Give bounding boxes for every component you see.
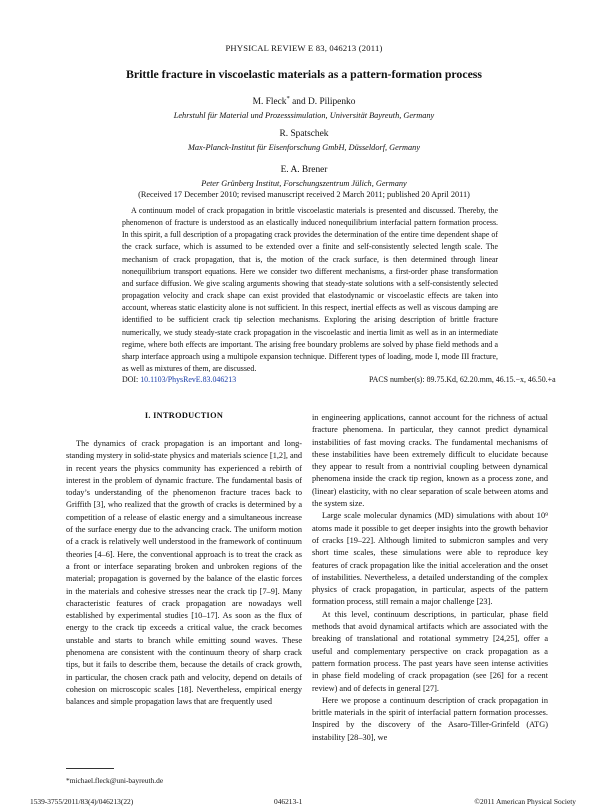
body-paragraph: in engineering applications, cannot account for the richness of actual fracture phenomena. In particular, they cannot predict dynamical instabilities of fast moving cracks. The fundamental mechanisms of these instabilities have been extremely difficult to elucidate because they appear to result from a nontrivial coupling between dynamical phenomena inside the crack tip region, known as a process zone, and (linear) elasticity, with no clear separation of scale between atoms and the system size. (312, 413, 548, 509)
abstract: A continuum model of crack propagation in brittle viscoelastic materials is presented and discussed. Thereby, the phenomenon of fracture is understood as an elastically induced nonequilibrium interfacial pattern formation process. In this spirit, a full description of a propagating crack provides the determination of the entire time dependent shape of the crack surface, which is assumed to be extended over a finite and self-consistently selected length scale. The mechanism of crack propagation, that is, the motion of the crack surface, is then determined through linear nonequilibrium transport equations. Here we consider two different mechanisms, a first-order phase transformation and surface diffusion. We give scaling arguments showing that steady-state solutions with a self-consistently selected propagation velocity and crack shape can exist provided that elastodynamic or viscoelastic effects are taken into account, whereas static elasticity alone is not sufficient. In this respect, inertial effects as well as viscous damping are identified to be sufficient crack tip selection mechanisms. Exploring the arising description of brittle fracture numerically, we study steady-state crack propagation in the viscoelastic and inertia limit as well as in an intermediate regime, where both effects are important. The arising free boundary problems are solved by phase field methods and a sharp interface approach using a multipole expansion technique. Different types of loading, mode I, mode III fracture, as well as mixtures of them, are discussed. (122, 206, 498, 374)
body-paragraph: The dynamics of crack propagation is an important and long-standing mystery in solid-state physics and materials science [1,2], and in recent years the physics community has experienced a rebirth of interest in the problem of dynamic fracture. The fundamental basis of today’s understanding of the phenomenon fracture traces back to Griffith [3], who realized that the growth of cracks is determined by a competition of a release of elastic energy and a simultaneous increase of the surface energy due to the advancing crack. The uniform motion of a crack is relatively well understood in the framework of continuum theories [4–6]. Here, the conventional approach is to treat the crack as a front or interface separating broken and unbroken regions of the material; propagation is governed by the balance of the elastic forces in the materials and cohesive stresses near the crack tip [7–9]. Many characteristic features of crack propagation are nowadays well established by experimental studies [10–17]. As soon as the flux of energy to the crack tip exceeds a critical value, the crack becomes unstable and starts to branch while emitting sound waves. These phenomena are consistent with the continuum theory of sharp crack tips, but it fails to describe them, because the details of crack growth, in particular, the chosen crack path and velocity, depend on details of cohesion on microscopic scales [18]. Nevertheless, empirical energy balances and simple propagation laws that are frequently used (66, 439, 302, 707)
author-names: M. Fleck (252, 97, 287, 107)
affiliation-1: Lehrstuhl für Material und Prozesssimulation, Universität Bayreuth, Germany (173, 111, 435, 120)
body-paragraph: At this level, continuum descriptions, in particular, phase field methods that avoid dynamical artifacts which are associated with the breaking of translational and rotational symmetry [24,25], offer a useful and complementary perspective on crack propagation as a pattern formation process. The past years have seen intense activities in phase field modeling of crack propagation (see [26] for a recent review) and of defects in general [27]. (312, 609, 548, 693)
doi-label: DOI: (122, 375, 139, 384)
section-heading: I. INTRODUCTION (144, 411, 224, 420)
body-paragraph: Here we propose a continuum description of crack propagation in brittle materials in the spirit of interfacial pattern formation processes. Inspired by the discovery of the Asaro-Tiller-Grinfeld (ATG) instability [28–30], we (312, 695, 548, 742)
affiliation-2: Max-Planck-Institut für Eisenforschung GmbH, Düsseldorf, Germany (187, 143, 421, 152)
right-column (312, 412, 548, 744)
doi-pacs-row (122, 375, 556, 384)
affiliation-3: Peter Grünberg Institut, Forschungszentrum Jülich, Germany (201, 179, 407, 188)
pacs-numbers: PACS number(s): 89.75.Kd, 62.20.mm, 46.15.−x, 46.50.+a (369, 375, 556, 384)
author-footnote-mark: * (286, 94, 290, 102)
received-dates: (Received 17 December 2010; revised manuscript received 2 March 2011; published 20 April 2011) (138, 190, 470, 199)
journal-header: PHYSICAL REVIEW E 83, 046213 (2011) (225, 43, 383, 53)
body-paragraph: Large scale molecular dynamics (MD) simulations with about 10⁹ atoms made it possible to get deeper insights into the growth behavior of cracks [19–22]. Although limited to submicron samples and very short time scales, these simulations were able to reproduce key features of crack propagation like the initial acceleration and the onset of instabilities. Nevertheless, a detailed understanding of the complex physics of crack propagation, in particular, aspects of the pattern formation process, still remain a major challenge [23]. (312, 511, 548, 607)
paper-title: Brittle fracture in viscoelastic materials as a pattern-formation process (125, 67, 482, 81)
footnote-rule (66, 768, 114, 769)
author-line-3: E. A. Brener (280, 165, 328, 175)
author-line-2: R. Spatschek (279, 129, 329, 139)
author-names-rest: and D. Pilipenko (289, 97, 356, 107)
footer-copyright: ©2011 American Physical Society (474, 797, 576, 806)
left-column (66, 438, 302, 709)
footnote-email: *michael.fleck@uni-bayreuth.de (66, 776, 164, 785)
footer-issn: 1539-3755/2011/83(4)/046213(22) (30, 797, 134, 806)
doi-link[interactable]: 10.1103/PhysRevE.83.046213 (140, 375, 237, 384)
author-line-1 (0, 94, 608, 107)
footer-page-number: 046213-1 (274, 797, 303, 806)
